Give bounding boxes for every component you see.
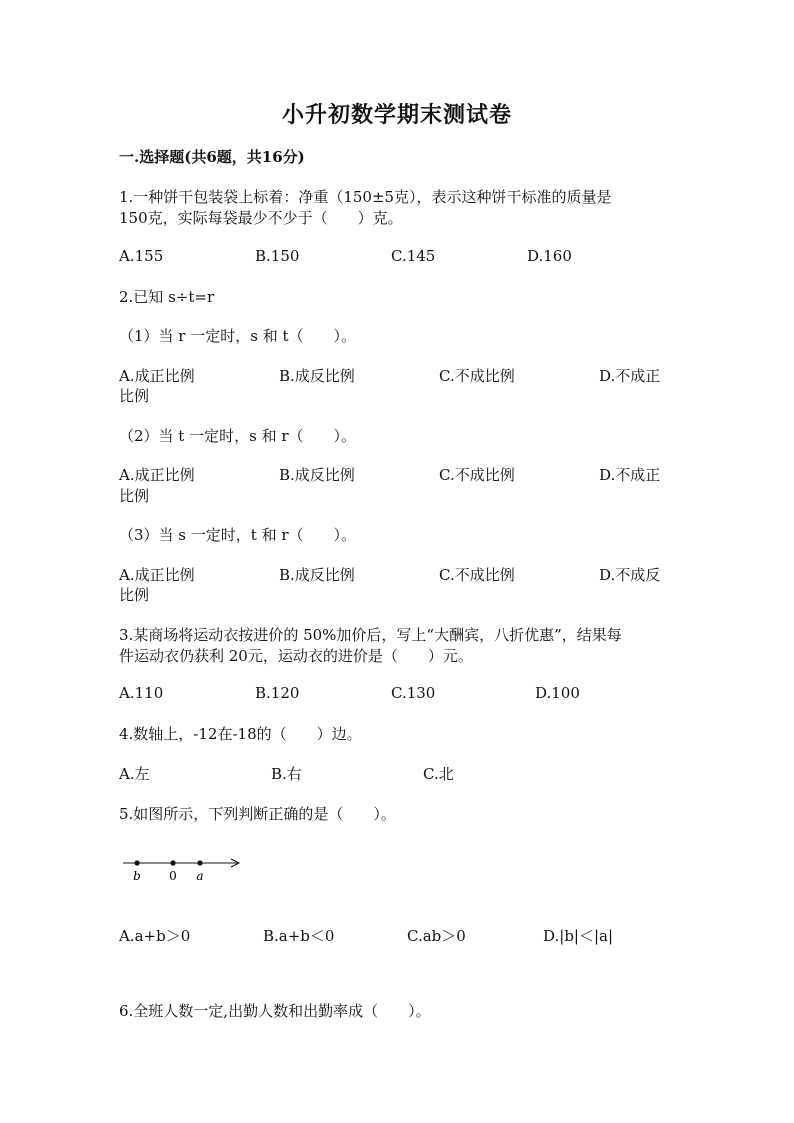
option-d-wrap: 比例 (119, 586, 150, 604)
option-a: A.成正比例 (119, 566, 195, 584)
option-b: B.成反比例 (279, 566, 355, 584)
option-a: A.成正比例 (119, 466, 195, 484)
question-3-line-2: 件运动衣仍获利 20元，运动衣的进价是（ ）元。 (119, 647, 473, 665)
section-heading: 一.选择题(共6题，共16分) (119, 148, 305, 166)
page-title: 小升初数学期末测试卷 (281, 102, 512, 128)
question-4-stem: 4.数轴上，-12在-18的（ ）边。 (119, 725, 362, 743)
question-2-sub-1: （1）当 r 一定时，s 和 t（ ）。 (119, 327, 357, 345)
option-b: B.右 (271, 765, 302, 783)
question-2-sub-1-options (0, 365, 794, 387)
question-5-options (0, 925, 794, 947)
option-a: A.a+b＞0 (119, 927, 191, 945)
option-c: C.不成比例 (439, 466, 515, 484)
option-d: D.|b|＜|a| (543, 927, 614, 945)
option-c: C.北 (423, 765, 454, 783)
option-b: B.成反比例 (279, 367, 355, 385)
option-d: D.不成反 (599, 566, 661, 584)
question-6-stem: 6.全班人数一定,出勤人数和出勤率成（ ）。 (119, 1002, 431, 1020)
option-d: D.不成正 (599, 367, 661, 385)
option-c: C.ab＞0 (407, 927, 466, 945)
option-d: D.不成正 (599, 466, 661, 484)
option-d: D.160 (527, 247, 572, 265)
question-1-options (0, 247, 794, 269)
option-b: B.a+b＜0 (263, 927, 335, 945)
question-1-line-1: 1.一种饼干包装袋上标着：净重（150±5克），表示这种饼干标准的质量是 (119, 188, 612, 206)
option-b: B.120 (255, 684, 300, 702)
option-c: C.145 (391, 247, 436, 265)
option-a: A.110 (119, 684, 164, 702)
label-zero: 0 (169, 869, 177, 883)
question-2-stem: 2.已知 s÷t=r (119, 288, 215, 306)
question-5-stem: 5.如图所示，下列判断正确的是（ ）。 (119, 805, 396, 823)
question-1-line-2: 150克，实际每袋最少不少于（ ）克。 (119, 209, 403, 227)
question-2-sub-3-options (0, 564, 794, 586)
question-2-sub-2: （2）当 t 一定时，s 和 r（ ）。 (119, 427, 357, 445)
point-zero (170, 860, 175, 865)
point-b (134, 860, 139, 865)
option-b: B.150 (255, 247, 300, 265)
question-2-sub-2-options (0, 464, 794, 486)
question-4-options (0, 763, 794, 785)
option-d-wrap: 比例 (119, 387, 150, 405)
label-b: b (133, 869, 141, 883)
question-3-line-1: 3.某商场将运动衣按进价的 50%加价后，写上“大酬宾，八折优惠”，结果每 (119, 626, 622, 644)
option-a: A.成正比例 (119, 367, 195, 385)
option-a: A.155 (119, 247, 164, 265)
option-c: C.不成比例 (439, 566, 515, 584)
number-line-figure (119, 850, 249, 886)
question-3-options (0, 684, 794, 706)
option-c: C.130 (391, 684, 436, 702)
number-line-svg (119, 850, 249, 886)
point-a (197, 860, 202, 865)
option-a: A.左 (119, 765, 150, 783)
option-d-wrap: 比例 (119, 487, 150, 505)
option-c: C.不成比例 (439, 367, 515, 385)
option-b: B.成反比例 (279, 466, 355, 484)
question-2-sub-3: （3）当 s 一定时，t 和 r（ ）。 (119, 526, 357, 544)
option-d: D.100 (535, 684, 580, 702)
label-a: a (196, 869, 204, 883)
